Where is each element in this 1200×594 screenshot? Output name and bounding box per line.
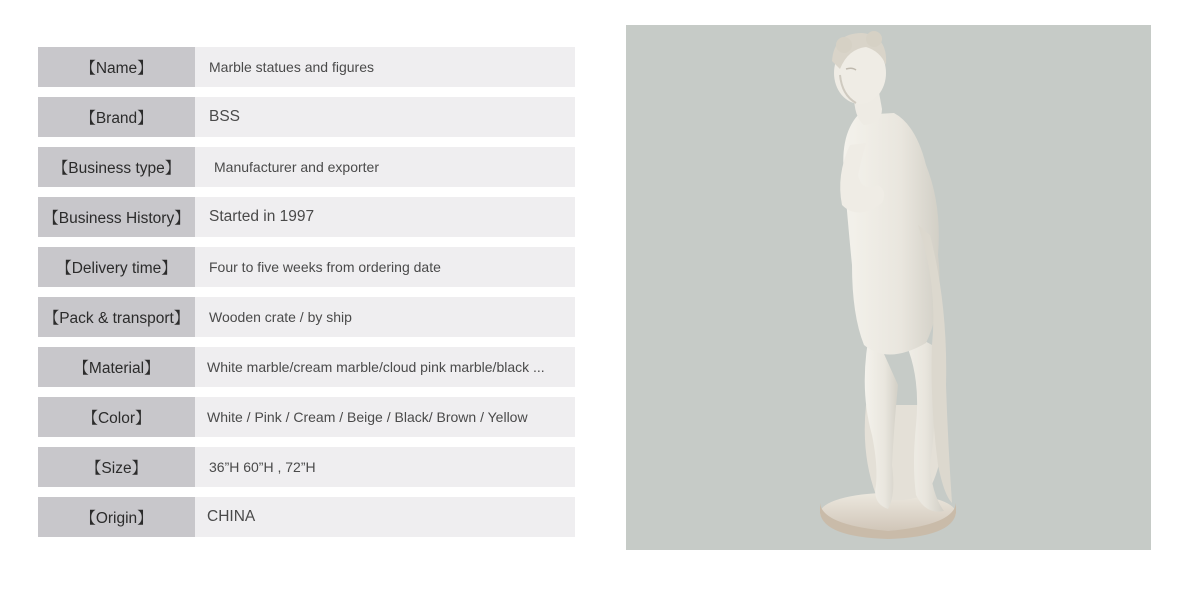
spec-row-brand xyxy=(38,97,575,137)
spec-label: 【Size】 xyxy=(38,447,195,487)
marble-statue-image xyxy=(626,25,1151,550)
spec-value: BSS xyxy=(195,97,575,137)
spec-value: White marble/cream marble/cloud pink marble/black ... xyxy=(195,347,575,387)
spec-label: 【Pack & transport】 xyxy=(38,297,195,337)
spec-value: Started in 1997 xyxy=(195,197,575,237)
spec-label: 【Name】 xyxy=(38,47,195,87)
spec-label: 【Origin】 xyxy=(38,497,195,537)
spec-value: Manufacturer and exporter xyxy=(195,147,575,187)
spec-table xyxy=(38,47,575,547)
spec-label: 【Brand】 xyxy=(38,97,195,137)
spec-value: White / Pink / Cream / Beige / Black/ Brown / Yellow xyxy=(195,397,575,437)
spec-label: 【Delivery time】 xyxy=(38,247,195,287)
spec-label: 【Business History】 xyxy=(38,197,195,237)
spec-label: 【Color】 xyxy=(38,397,195,437)
spec-row-delivery-time xyxy=(38,247,575,287)
spec-row-pack-transport xyxy=(38,297,575,337)
spec-row-origin xyxy=(38,497,575,537)
spec-value: 36”H 60”H , 72”H xyxy=(195,447,575,487)
spec-row-color xyxy=(38,397,575,437)
spec-value: Marble statues and figures xyxy=(195,47,575,87)
spec-row-material xyxy=(38,347,575,387)
spec-row-name xyxy=(38,47,575,87)
spec-row-business-history xyxy=(38,197,575,237)
spec-row-size xyxy=(38,447,575,487)
spec-value: Wooden crate / by ship xyxy=(195,297,575,337)
spec-value: Four to five weeks from ordering date xyxy=(195,247,575,287)
spec-label: 【Material】 xyxy=(38,347,195,387)
statue-photo xyxy=(626,25,1151,550)
spec-label: 【Business type】 xyxy=(38,147,195,187)
spec-row-business-type xyxy=(38,147,575,187)
spec-value: CHINA xyxy=(195,497,575,537)
